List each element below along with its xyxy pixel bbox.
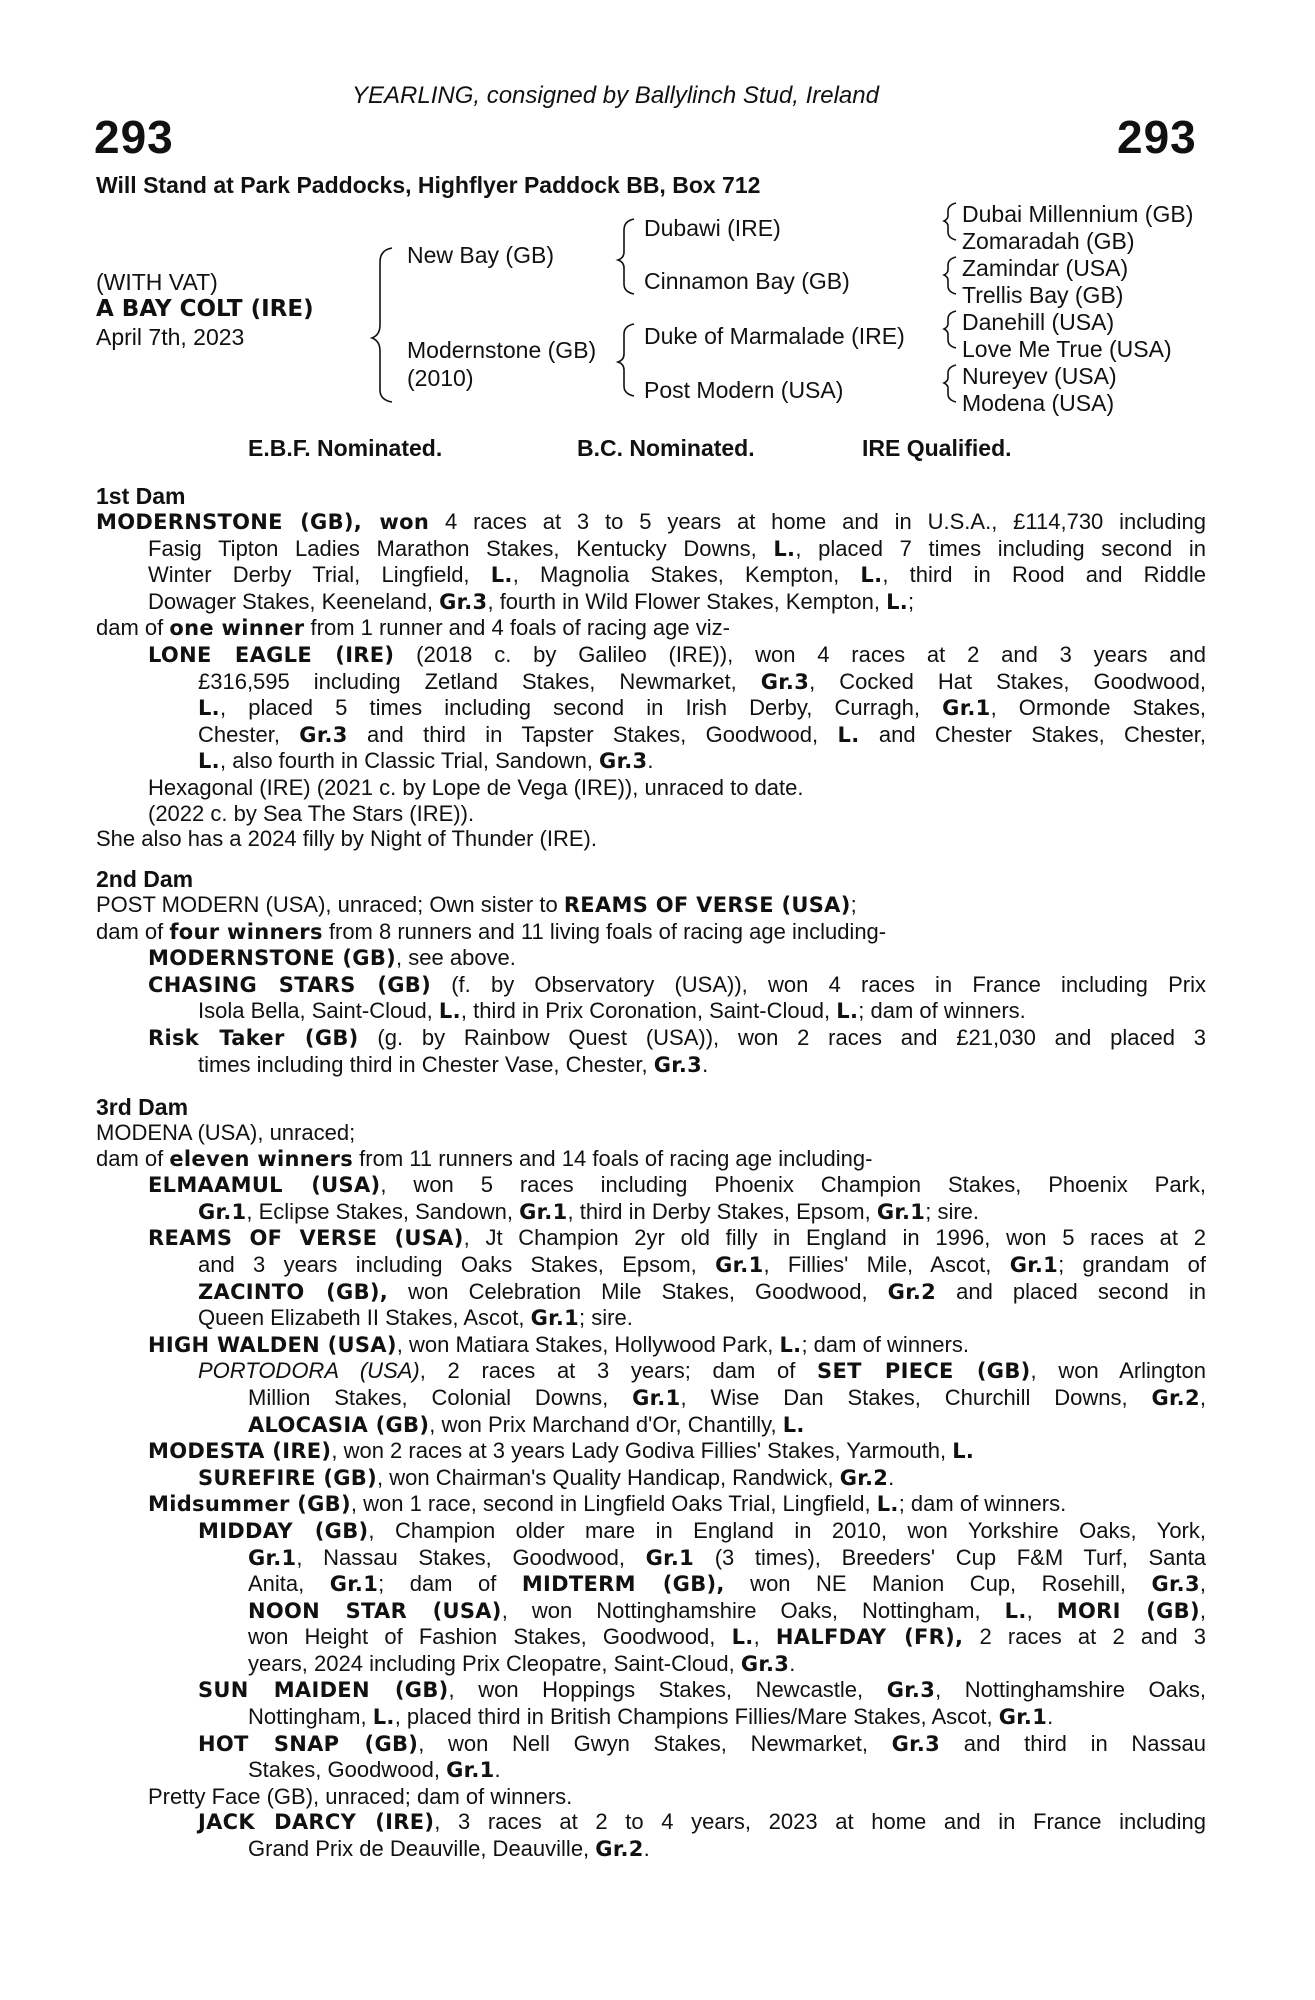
text-line: MODERNSTONE (GB), won 4 races at 3 to 5 years at home and in U.S.A., £114,730 including — [96, 509, 1206, 534]
text-line: Gr.1, Nassau Stakes, Goodwood, Gr.1 (3 times), Breeders' Cup F&M Turf, Santa — [248, 1544, 1206, 1570]
section-title: 1st Dam — [96, 483, 186, 509]
pedigree-dam-dam: Post Modern (USA) — [644, 377, 844, 403]
text-line: MODERNSTONE (GB), see above. — [148, 945, 516, 971]
text-line: MODENA (USA), unraced; — [96, 1120, 356, 1145]
text-line: Nottingham, L., placed third in British Champions Fillies/Mare Stakes, Ascot, Gr.1. — [248, 1704, 1054, 1730]
ire-qualified: IRE Qualified. — [862, 435, 1012, 461]
text-line: L., placed 5 times including second in Irish Derby, Curragh, Gr.1, Ormonde Stakes, — [198, 695, 1206, 721]
pedigree-sire: New Bay (GB) — [407, 242, 554, 268]
text-line: dam of eleven winners from 11 runners and 14 foals of racing age including- — [96, 1145, 873, 1171]
text-line: PORTODORA (USA), 2 races at 3 years; dam of SET PIECE (GB), won Arlington — [198, 1358, 1206, 1384]
text-line: Midsummer (GB), won 1 race, second in Lingfield Oaks Trial, Lingfield, L.; dam of winners. — [148, 1491, 1067, 1517]
first-dam-section — [96, 483, 1206, 852]
text-line: MIDDAY (GB), Champion older mare in England in 2010, won Yorkshire Oaks, York, — [198, 1517, 1206, 1543]
text-line: times including third in Chester Vase, Chester, Gr.3. — [198, 1051, 709, 1077]
pedigree-g3-5: Danehill (USA) — [962, 309, 1115, 335]
text-line: HOT SNAP (GB), won Nell Gwyn Stakes, Newmarket, Gr.3 and third in Nassau — [198, 1730, 1206, 1756]
horse-name: A BAY COLT (IRE) — [96, 296, 314, 322]
text-line: (2022 c. by Sea The Stars (IRE)). — [148, 800, 475, 826]
third-dam-section — [96, 1094, 1206, 1863]
text-line: Gr.1, Eclipse Stakes, Sandown, Gr.1, third in Derby Stakes, Epsom, Gr.1; sire. — [198, 1198, 980, 1224]
text-line: HIGH WALDEN (USA), won Matiara Stakes, Hollywood Park, L.; dam of winners. — [148, 1331, 969, 1357]
pedigree-g3-3: Zamindar (USA) — [962, 255, 1129, 281]
text-line: L., also fourth in Classic Trial, Sandown, Gr.3. — [198, 748, 654, 774]
text-line: JACK DARCY (IRE), 3 races at 2 to 4 years, 2023 at home and in France including — [198, 1809, 1206, 1835]
second-dam-section — [96, 866, 1206, 1078]
text-line: Queen Elizabeth II Stakes, Ascot, Gr.1; sire. — [198, 1305, 633, 1331]
ebf-nominated: E.B.F. Nominated. — [248, 435, 443, 461]
bc-nominated: B.C. Nominated. — [577, 435, 755, 461]
text-line: Stakes, Goodwood, Gr.1. — [248, 1757, 501, 1783]
text-line: ALOCASIA (GB), won Prix Marchand d'Or, Chantilly, L. — [248, 1411, 805, 1437]
text-line: MODESTA (IRE), won 2 races at 3 years Lady Godiva Fillies' Stakes, Yarmouth, L. — [148, 1438, 975, 1464]
text-line: ZACINTO (GB), won Celebration Mile Stakes, Goodwood, Gr.2 and placed second in — [198, 1278, 1206, 1304]
text-line: years, 2024 including Prix Cleopatre, Saint-Cloud, Gr.3. — [248, 1650, 796, 1676]
text-line: Chester, Gr.3 and third in Tapster Stakes, Goodwood, L. and Chester Stakes, Chester, — [198, 721, 1206, 747]
pedigree-dam-sire: Duke of Marmalade (IRE) — [644, 323, 905, 349]
text-line: Hexagonal (IRE) (2021 c. by Lope de Vega (IRE)), unraced to date. — [148, 774, 804, 800]
vat-label: (WITH VAT) — [96, 269, 218, 295]
text-line: Risk Taker (GB) (g. by Rainbow Quest (USA)), won 2 races and £21,030 and placed 3 — [148, 1024, 1206, 1050]
text-line: SUREFIRE (GB), won Chairman's Quality Handicap, Randwick, Gr.2. — [198, 1464, 895, 1490]
section-title: 3rd Dam — [96, 1094, 189, 1120]
text-line: Pretty Face (GB), unraced; dam of winners. — [148, 1783, 573, 1809]
text-line: SUN MAIDEN (GB), won Hoppings Stakes, Newcastle, Gr.3, Nottinghamshire Oaks, — [198, 1677, 1206, 1703]
text-line: She also has a 2024 filly by Night of Thunder (IRE). — [96, 826, 597, 852]
text-line: NOON STAR (USA), won Nottinghamshire Oaks, Nottingham, L., MORI (GB), — [248, 1597, 1206, 1623]
lot-number-left: 293 — [94, 111, 174, 163]
pedigree-sire-dam: Cinnamon Bay (GB) — [644, 268, 850, 294]
text-line: ELMAAMUL (USA), won 5 races including Phoenix Champion Stakes, Phoenix Park, — [148, 1172, 1206, 1198]
pedigree-g3-4: Trellis Bay (GB) — [962, 282, 1124, 308]
text-line: won Height of Fashion Stakes, Goodwood, L., HALFDAY (FR), 2 races at 2 and 3 — [248, 1624, 1206, 1650]
text-line: £316,595 including Zetland Stakes, Newmarket, Gr.3, Cocked Hat Stakes, Goodwood, — [198, 668, 1206, 694]
stand-location: Will Stand at Park Paddocks, Highflyer Paddock BB, Box 712 — [96, 172, 761, 198]
text-line: Fasig Tipton Ladies Marathon Stakes, Kentucky Downs, L., placed 7 times including second in — [148, 535, 1206, 561]
text-line: dam of one winner from 1 runner and 4 foals of racing age viz- — [96, 615, 730, 641]
pedigree-g3-7: Nureyev (USA) — [962, 363, 1117, 389]
text-line: Isola Bella, Saint-Cloud, L., third in Prix Coronation, Saint-Cloud, L.; dam of winners. — [198, 998, 1026, 1024]
pedigree-dam-year: (2010) — [407, 365, 474, 391]
text-line: dam of four winners from 8 runners and 11 living foals of racing age including- — [96, 918, 887, 944]
text-line: Grand Prix de Deauville, Deauville, Gr.2. — [248, 1836, 650, 1862]
date-of-birth: April 7th, 2023 — [96, 324, 245, 350]
text-line: REAMS OF VERSE (USA), Jt Champion 2yr old filly in England in 1996, won 5 races at 2 — [148, 1225, 1206, 1251]
text-line: LONE EAGLE (IRE) (2018 c. by Galileo (IRE)), won 4 races at 2 and 3 years and — [148, 641, 1206, 667]
pedigree-dam: Modernstone (GB) — [407, 337, 597, 363]
text-line: CHASING STARS (GB) (f. by Observatory (USA)), won 4 races in France including Prix — [148, 971, 1206, 997]
text-line: and 3 years including Oaks Stakes, Epsom, Gr.1, Fillies' Mile, Ascot, Gr.1; grandam of — [198, 1251, 1206, 1277]
text-line: Winter Derby Trial, Lingfield, L., Magnolia Stakes, Kempton, L., third in Rood and Riddle — [148, 562, 1206, 588]
consignment-line: YEARLING, consigned by Ballylinch Stud, Ireland — [352, 82, 879, 109]
text-line: Anita, Gr.1; dam of MIDTERM (GB), won NE Manion Cup, Rosehill, Gr.3, — [248, 1571, 1206, 1597]
pedigree-g3-1: Dubai Millennium (GB) — [962, 201, 1194, 227]
pedigree-sire-sire: Dubawi (IRE) — [644, 215, 781, 241]
pedigree-g3-6: Love Me True (USA) — [962, 336, 1172, 362]
pedigree-g3-8: Modena (USA) — [962, 390, 1115, 416]
text-line: Million Stakes, Colonial Downs, Gr.1, Wise Dan Stakes, Churchill Downs, Gr.2, — [248, 1384, 1206, 1410]
lot-number-right: 293 — [1117, 111, 1197, 163]
text-line: POST MODERN (USA), unraced; Own sister to REAMS OF VERSE (USA); — [96, 892, 857, 917]
text-line: Dowager Stakes, Keeneland, Gr.3, fourth in Wild Flower Stakes, Kempton, L.; — [148, 588, 915, 614]
pedigree-g3-2: Zomaradah (GB) — [962, 228, 1135, 254]
section-title: 2nd Dam — [96, 866, 194, 892]
